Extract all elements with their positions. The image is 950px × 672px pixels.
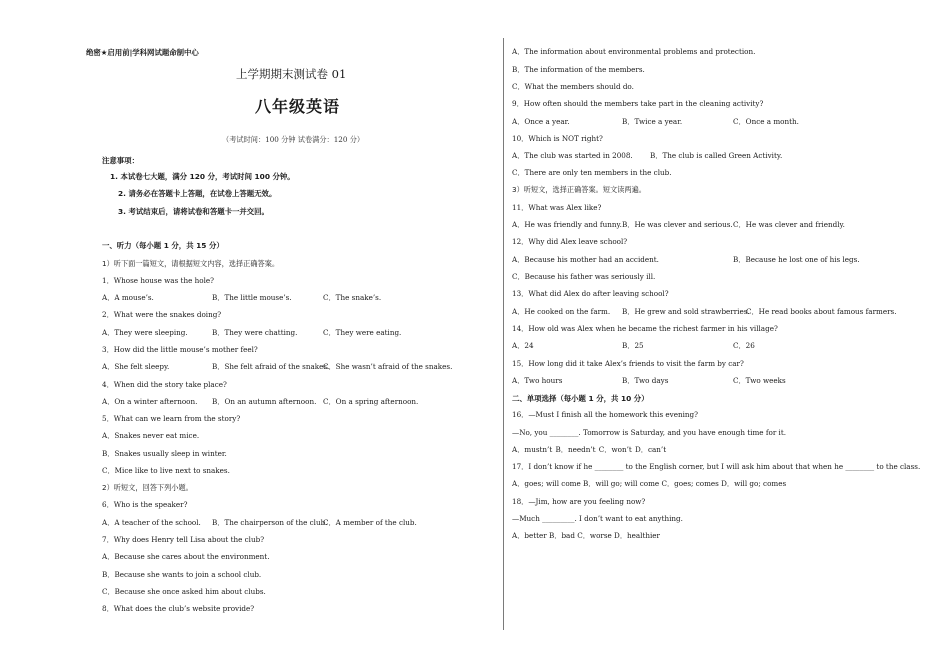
question-text: 14．How old was Alex when he became the richest farmer in his village? <box>512 324 778 333</box>
exam-subject: 八年级英语 <box>255 97 341 116</box>
options-line: A．goes; will come B．will go; will come C．goes; comes D．will go; comes <box>512 479 787 488</box>
option-a: A．24 <box>512 341 534 350</box>
note-item: 1. 本试卷七大题，满分 120 分，考试时间 100 分钟。 <box>110 172 295 181</box>
option-b: B．The information of the members. <box>512 65 645 74</box>
question-text: 8．What does the club’s website provide? <box>102 604 255 613</box>
question-text: 13．What did Alex do after leaving school? <box>512 289 669 298</box>
part-instruction: 1）听下面一篇短文，请根据短文内容，选择正确答案。 <box>102 259 280 268</box>
option-c: C．She wasn’t afraid of the snakes. <box>323 362 453 371</box>
option-a: A．The information about environmental problems and protection. <box>512 47 756 56</box>
option-b: B．Two days <box>622 376 669 385</box>
option-a: A．Because she cares about the environment. <box>102 552 270 561</box>
option-a: A．A teacher of the school. <box>102 518 201 527</box>
option-a: A．She felt sleepy. <box>102 362 170 371</box>
question-text: 5．What can we learn from the story? <box>102 414 241 423</box>
option-b: B．The little mouse’s. <box>212 293 292 302</box>
question-text: 12．Why did Alex leave school? <box>512 237 628 246</box>
question-text: 18．—Jim, how are you feeling now? <box>512 497 646 506</box>
note-item: 2. 请务必在答题卡上答题，在试卷上答题无效。 <box>118 189 277 198</box>
option-a: A．He was friendly and funny. <box>512 220 622 229</box>
question-text: —Much _________. I don’t want to eat anything. <box>512 514 683 523</box>
option-a: A．A mouse’s. <box>102 293 154 302</box>
option-b: B．Because she wants to join a school club. <box>102 570 262 579</box>
option-c: C．Because she once asked him about clubs. <box>102 587 266 596</box>
option-c: C．He was clever and friendly. <box>733 220 845 229</box>
option-c: C．A member of the club. <box>323 518 417 527</box>
option-b: B．The chairperson of the club. <box>212 518 328 527</box>
option-a: A．They were sleeping. <box>102 328 188 337</box>
options-line: A．mustn’t B．needn’t C．won’t D．can’t <box>512 445 667 454</box>
question-text: 6．Who is the speaker? <box>102 500 188 509</box>
part-instruction: 3）听短文，选择正确答案。短文读两遍。 <box>512 185 646 194</box>
option-c: C．What the members should do. <box>512 82 634 91</box>
option-a: A．Snakes never eat mice. <box>102 431 200 440</box>
option-b: B．He was clever and serious. <box>622 220 733 229</box>
exam-title: 上学期期末测试卷 01 <box>236 67 347 81</box>
option-b: B．Because he lost one of his legs. <box>733 255 860 264</box>
option-b: B．She felt afraid of the snakes. <box>212 362 330 371</box>
question-text: 17．I don’t know if he ________ to the English corner, but I will ask him about that when he ________ to the class. <box>512 462 921 471</box>
option-c: C．He read books about famous farmers. <box>746 307 897 316</box>
notes-title: 注意事项： <box>102 156 139 165</box>
option-a: A．Two hours <box>512 376 563 385</box>
option-c: C．They were eating. <box>323 328 402 337</box>
question-text: 11．What was Alex like? <box>512 203 602 212</box>
option-b: B．Snakes usually sleep in winter. <box>102 449 227 458</box>
question-text: —No, you ________. Tomorrow is Saturday, and you have enough time for it. <box>512 428 787 437</box>
question-text: 3．How did the little mouse’s mother feel? <box>102 345 258 354</box>
option-b: B．25 <box>622 341 644 350</box>
question-text: 9．How often should the members take part in the cleaning activity? <box>512 99 764 108</box>
option-a: A．Because his mother had an accident. <box>512 255 659 264</box>
note-item: 3. 考试结束后，请将试卷和答题卡一并交回。 <box>118 207 269 216</box>
section-title-single-choice: 二、单项选择（每小题 1 分，共 10 分） <box>512 394 649 403</box>
question-text: 1．Whose house was the hole? <box>102 276 214 285</box>
option-c: C．26 <box>733 341 755 350</box>
option-b: B．Twice a year. <box>622 117 683 126</box>
option-c: C．Two weeks <box>733 376 786 385</box>
option-c: C．The snake’s. <box>323 293 382 302</box>
option-c: C．On a spring afternoon. <box>323 397 419 406</box>
option-a: A．He cooked on the farm. <box>512 307 611 316</box>
option-c: C．There are only ten members in the club. <box>512 168 672 177</box>
option-a: A．On a winter afternoon. <box>102 397 198 406</box>
option-a: A．The club was started in 2008. <box>512 151 633 160</box>
part-instruction: 2）听短文，回答下列小题。 <box>102 483 193 492</box>
confidential-label: 绝密★启用前|学科网试题命制中心 <box>86 48 199 57</box>
question-text: 16．—Must I finish all the homework this evening? <box>512 410 698 419</box>
question-text: 7．Why does Henry tell Lisa about the club? <box>102 535 265 544</box>
question-text: 4．When did the story take place? <box>102 380 227 389</box>
option-b: B．On an autumn afternoon. <box>212 397 317 406</box>
options-line: A．better B．bad C．worse D．healthier <box>512 531 660 540</box>
option-b: B．They were chatting. <box>212 328 298 337</box>
option-c: C．Once a month. <box>733 117 799 126</box>
option-b: B．He grew and sold strawberries. <box>622 307 750 316</box>
column-divider <box>503 38 504 630</box>
question-text: 2．What were the snakes doing? <box>102 310 222 319</box>
question-text: 15．How long did it take Alex’s friends to visit the farm by car? <box>512 359 744 368</box>
question-text: 10．Which is NOT right? <box>512 134 603 143</box>
option-c: C．Mice like to live next to snakes. <box>102 466 230 475</box>
section-title-listening: 一、听力（每小题 1 分，共 15 分） <box>102 241 224 250</box>
exam-meta: （考试时间：100 分钟 试卷满分：120 分） <box>222 135 365 144</box>
option-a: A．Once a year. <box>512 117 570 126</box>
option-b: B．The club is called Green Activity. <box>650 151 783 160</box>
option-c: C．Because his father was seriously ill. <box>512 272 656 281</box>
